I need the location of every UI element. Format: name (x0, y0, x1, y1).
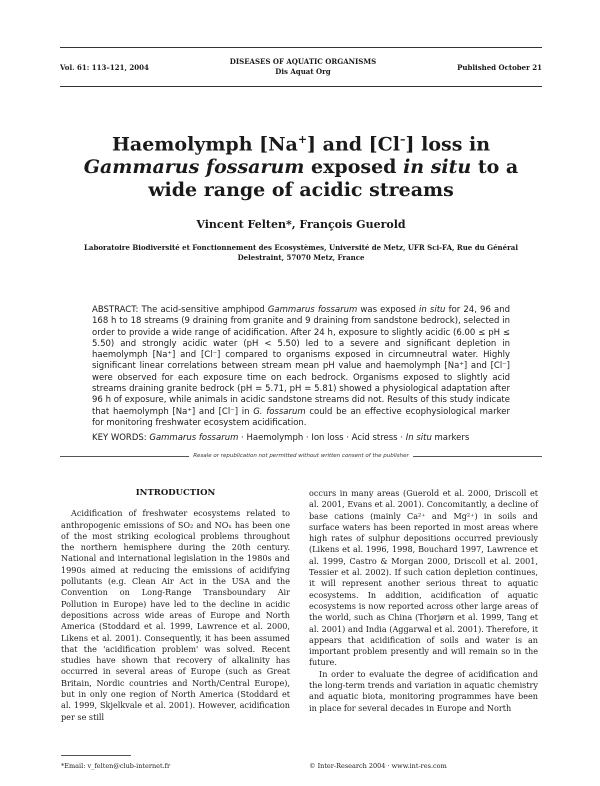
affiliation: Laboratoire Biodiversité et Fonctionnement des Ecosystèmes, Université de Metz, UFR Sci-FA, Rue du Général Delestraint, 57070 Metz, France (84, 243, 518, 262)
journal-name: DISEASES OF AQUATIC ORGANISMS (229, 57, 377, 66)
republication-notice: Resale or republication not permitted without written consent of the publisher (60, 451, 542, 461)
copyright: © Inter-Research 2004 · www.int-res.com (309, 762, 447, 770)
keywords: KEY WORDS: Gammarus fossarum · Haemolymph · Ion loss · Acid stress · In situ markers (92, 433, 470, 443)
journal-header (60, 47, 542, 87)
authors: Vincent Felten*, François Guerold (196, 218, 406, 231)
journal-abbrev: Dis Aquat Org (275, 67, 331, 76)
right-column (309, 488, 538, 714)
paragraph: Acidification of freshwater ecosystems related to anthropogenic emissions of SO₂ and NOₓ has been one of the most striking ecological problems throughout the northern hemisphere during the 20th century. National and international legislation in the 1980s and 1990s aimed at reducing the emissions of acidifying pollutants (e.g. Clean Air Act in the USA and the Convention on Long-Range Transboundary Air Pollution in Europe) have led to the decline in acidic depositions across wide areas of Europe and North America (Stoddard et al. 1999, Lawrence et al. 2000, Likens et al. 2001). Consequently, it has been assumed that the 'acidification problem' was solved. Recent studies have shown that recovery of alkalinity has occurred in several areas of Europe (such as Great Britain, Nordic countries and North/Central Europe), but in only one region of North America (Stoddard et al. 1999, Skjelkvale et al. 2001). However, acidification per se still (61, 508, 290, 722)
publication-date: Published October 21 (457, 62, 542, 72)
left-column (61, 488, 290, 723)
paragraph: occurs in many areas (Guerold et al. 2000, Driscoll et al. 2001, Evans et al. 2001). Concomitantly, a decline of base cations (mainly Ca²⁺ and Mg²⁺) in soils and surface waters has been reported in most areas where high rates of sulphur depositions occurred previously (Likens et al. 1996, 1998, Bouchard 1997, Lawrence et al. 1999, Castro & Morgan 2000, Driscoll et al. 2001, Tessier et al. 2002). If such cation depletion continues, it will represent another serious threat to aquatic ecosystems. In addition, acidification of aquatic ecosystems is now reported across other large areas of the world, such as China (Thorjørn et al. 1999, Tang et al. 2001) and India (Aggarwal et al. 2001). Therefore, it appears that acidification of soils and water is an important problem presently and will remain so in the future. (309, 488, 538, 668)
journal-name-block (230, 57, 376, 77)
paragraph: In order to evaluate the degree of acidification and the long-term trends and variation in aquatic chemistry and aquatic biota, monitoring programmes have been in place for several decades in Europe and North (309, 668, 538, 713)
abstract: ABSTRACT: The acid-sensitive amphipod Gammarus fossarum was exposed in situ for 24, 96 and 168 h to 18 streams (9 draining from granite and 9 draining from sandstone bedrock), selected in order to provide a wide range of acidification. After 24 h, exposure to slightly acidic (6.00 ≤ pH ≤ 5.50) and strongly acidic water (pH < 5.50) led to a severe and significant depletion in haemolymph [Na⁺] and [Cl⁻] compared to organisms exposed in circumneutral water. Highly significant linear correlations between stream mean pH value and haemolymph [Na⁺] and [Cl⁻] were observed for each exposure time on each bedrock. Organisms exposed to slightly acid streams draining granite bedrock (pH = 5.71, pH = 5.81) showed a physiological adaptation after 96 h of exposure, while animals in acidic sandstone streams did not. Results of this study indicate that haemolymph [Na⁺] and [Cl⁻] in G. fossarum could be an effective ecophysiological marker for monitoring freshwater ecosystem acidification. (92, 305, 510, 428)
footnote-divider (61, 755, 131, 756)
divider (60, 456, 189, 457)
divider (413, 456, 542, 457)
volume-info: Vol. 61: 113–121, 2004 (60, 62, 149, 72)
paper-title: Haemolymph [Na+] and [Cl–] loss in Gammarus fossarum exposed in situ to a wide range of acidic streams (83, 133, 519, 202)
section-heading: INTRODUCTION (135, 488, 216, 498)
footnote-email: *Email: v_felten@club-internet.fr (61, 762, 171, 770)
